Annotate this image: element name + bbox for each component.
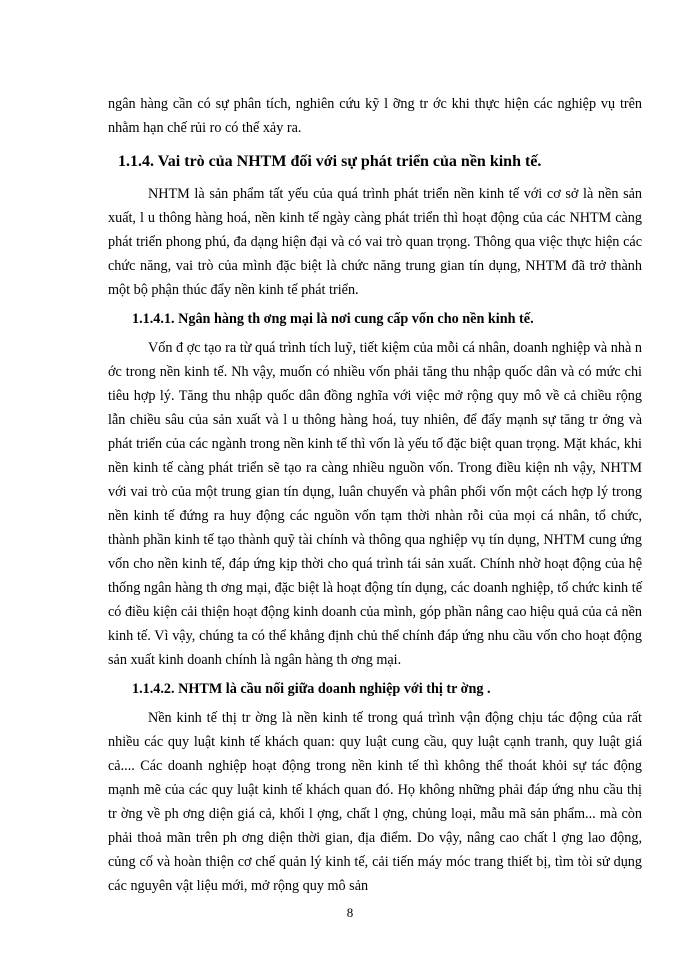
subsection-2-heading: 1.1.4.2. NHTM là cầu nối giữa doanh nghiệp với thị tr ờng . [132,681,491,697]
intro-paragraph: ngân hàng cần có sự phân tích, nghiên cứu kỹ l ỡng tr ớc khi thực hiện các nghiệp vụ trên nhằm hạn chế rủi ro có thể xảy ra. [108,96,642,136]
page-number: 8 [346,905,354,920]
document-page [108,92,642,898]
section-heading: 1.1.4. Vai trò của NHTM đối với sự phát triển của nền kinh tế. [118,153,542,170]
subsection-1-paragraph: Vốn đ ợc tạo ra từ quá trình tích luỹ, tiết kiệm của mỗi cá nhân, doanh nghiệp và nhà n ớc trong nền kinh tế. Nh vậy, muốn có nhiều vốn phải tăng thu nhập quốc dân và có mức chi tiêu hợp lý. Tăng thu nhập quốc dân đồng nghĩa với việc mở rộng quy mô về cả chiều rộng lẫn chiều sâu của sản xuất và l u thông hàng hoá, tuy nhiên, để đẩy mạnh sự tăng tr ởng và phát triển của các ngành trong nền kinh tế thì vốn là yếu tố đặc biệt quan trọng. Mặt khác, khi nền kinh tế càng phát triển sẽ tạo ra càng nhiều nguồn vốn. Trong điều kiện nh vậy, NHTM với vai trò của một trung gian tín dụng, luân chuyển và phân phối vốn một cách hợp lý trong nền kinh tế đứng ra huy động các nguồn vốn tạm thời nhàn rỗi của mọi cá nhân, tổ chức, thành phần kinh tế tạo thành quỹ tài chính và thông qua nghiệp vụ tín dụng, NHTM cung ứng vốn cho nền kinh tế, đáp ứng kịp thời cho quá trình tái sản xuất. Chính nhờ hoạt động của hệ thống ngân hàng th ơng mại, đặc biệt là hoạt động tín dụng, các doanh nghiệp, tổ chức kinh tế có điều kiện cải thiện hoạt động kinh doanh của mình, góp phần nâng cao hiệu quả của cả nền kinh tế. Vì vậy, chúng ta có thể khẳng định chủ thể chính đáp ứng nhu cầu vốn cho hoạt động sản xuất kinh doanh chính là ngân hàng th ơng mại. [108,340,642,668]
subsection-1-heading: 1.1.4.1. Ngân hàng th ơng mại là nơi cung cấp vốn cho nền kinh tế. [132,311,534,327]
subsection-2-paragraph: Nền kinh tế thị tr ờng là nền kinh tế trong quá trình vận động chịu tác động của rất nhiều các quy luật kinh tế khách quan: quy luật cung cầu, quy luật cạnh tranh, quy luật giá cả.... Các doanh nghiệp hoạt động trong nền kinh tế thì không thể thoát khỏi sự tác động mạnh mẽ của các quy luật kinh tế khách quan đó. Họ không những phải đáp ứng nhu cầu thị tr ờng về ph ơng diện giá cả, khối l ợng, chất l ợng, chủng loại, mẫu mã sản phẩm... mà còn phải thoả mãn trên ph ơng diện thời gian, địa điểm. Do vậy, nâng cao chất l ợng lao động, củng cố và hoàn thiện cơ chế quản lý kinh tế, cải tiến máy móc trang thiết bị, tìm tòi sử dụng các nguyên vật liệu mới, mở rộng quy mô sản [108,710,642,894]
section-paragraph: NHTM là sản phẩm tất yếu của quá trình phát triển nền kinh tế với cơ sở là nền sản xuất, l u thông hàng hoá, nền kinh tế ngày càng phát triển thì hoạt động của các NHTM càng phát triển phong phú, đa dạng hiện đại và có vai trò quan trọng. Thông qua việc thực hiện các chức năng, vai trò của mình đặc biệt là chức năng trung gian tín dụng, NHTM đã trở thành một bộ phận thúc đẩy nền kinh tế phát triển. [108,186,642,298]
